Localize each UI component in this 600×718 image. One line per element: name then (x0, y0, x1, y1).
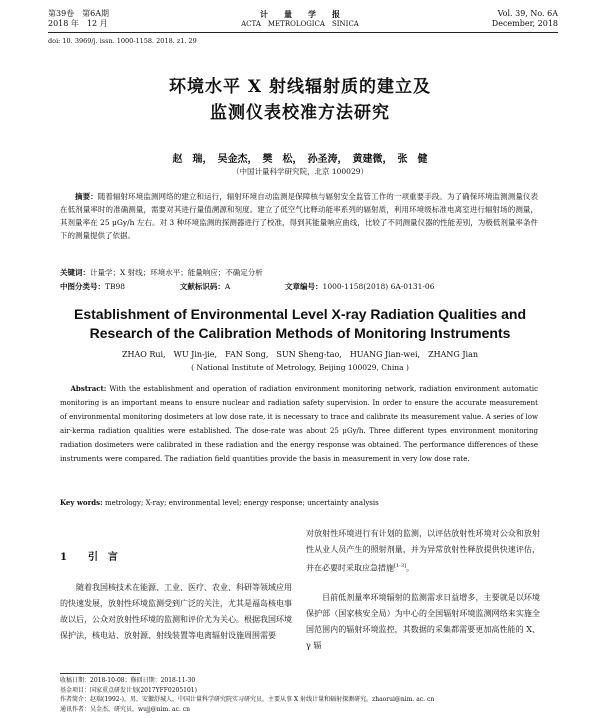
cn-keywords-label: 关键词： (60, 268, 90, 277)
footnote-fund: 基金项目：国家重点研发计划(2017YFF0205101) (60, 686, 197, 694)
section-number: 1 (60, 552, 67, 563)
header-rule (48, 32, 558, 33)
cn-keywords (60, 266, 263, 279)
citation-ref: [1-3] (394, 563, 406, 569)
en-authors: ZHAO Rui, WU Jin-jie, FAN Song, SUN Sheng-tao, HUANG Jian-wei, ZHANG Jian (121, 350, 479, 359)
header-date-cn: 2018 年 12 月 (48, 19, 108, 28)
footnotes (60, 676, 540, 714)
cn-abstract-text: 随着辐射环境监测网络的建立和运行，辐射环境自动监测是保障核与辐射安全监管工作的一项重要手段。为了确保环境监测测量仪表在低剂量率时的准确测量，需要对其进行量值溯源和刻度。建立了低空气比释动能率系列的辐射质，利用环境级标准电离室进行辐射场的测量，其剂量率在 25 μGy/h 左右。对 3 种环境监测的探测器进行了校准，得到其能量响应曲线，比较了不同测量仪器的性能差别，为极低剂量率条件下的测量提供了依据。 (60, 192, 539, 240)
header-journal-en: ACTA METROLOGICA SINICA (241, 20, 359, 28)
cn-abstract (60, 190, 538, 242)
cn-institution: （中国计量科学研究院，北京 100029） (231, 167, 368, 176)
doc-code-label: 文献标识码： (179, 282, 225, 291)
en-keywords (60, 496, 538, 510)
en-institution: ( National Institute of Metrology, Beijing 100029, China ) (191, 363, 409, 372)
en-keywords-label: Key words: (60, 498, 103, 507)
right-para1-end: 。 (405, 563, 414, 573)
header-volume-cn: 第39卷 第6A期 (48, 9, 110, 18)
section-title: 引 言 (87, 552, 118, 563)
footnote-rule (60, 673, 140, 674)
clc-value: TB98 (105, 282, 126, 291)
cn-title-line1: 环境水平 X 射线辐射质的建立及 (168, 77, 432, 97)
right-column-paragraph-2: 目前低剂量率环境辐射的监测需求日益增多，主要就是以环境保护部（国家核安全局）为中心的全国辐射环境监测网络来实施全国范围内的辐射环境监控，其数据的采集都需要更加高性能的 X、γ 辐 (306, 593, 540, 650)
en-keywords-text: metrology; X-ray; environmental level; energy response; uncertainty analysis (104, 499, 379, 507)
cn-title-line2: 监测仪表校准方法研究 (210, 103, 390, 123)
left-column-paragraph: 随着我国核技术在能源、工业、医疗、农业、科研等领域应用的快速发展，放射性环境监测受到广泛的关注，尤其是福岛核电事故以后，公众对放射性环境的监测和评价尤为关心。根据我国环境保护法，核电站、放射源、射线装置等电离辐射设施周围需要 (60, 583, 292, 640)
en-abstract (60, 382, 538, 466)
cn-keywords-text: 计量学；X 射线；环境水平；能量响应；不确定分析 (90, 268, 263, 277)
section-heading (60, 548, 118, 563)
right-column-paragraph-1 (306, 526, 540, 577)
en-abstract-label: Abstract: (70, 384, 107, 393)
header-journal-cn: 计 量 学 报 (260, 9, 340, 19)
right-para1-text: 对放射性环境进行有计划的监测，以评估放射性环境对公众和放射性从业人员产生的照射剂量，并为异常放射性释放提供快速评估，并在必要时采取应急措施 (306, 529, 540, 573)
cn-classification-line (60, 280, 540, 293)
en-abstract-text: With the establishment and operation of radiation environment monitoring network, radiation environment automatic monitoring is an important means to ensure nuclear and radiation safety supervision. In order to ensure the accurate measurement of environmental monitoring dosimeters at low dose rate, it is necessary to trace and calibrate its measurement value. A series of low air-kerma radiation qualities were established. The dose-rate was about 25 μGy/h. Three different types environment monitoring radiation dosimeters were calibrated in these radiation and the energy response was obtained. The performance differences of these instruments were compared. The radiation field quantities provide the basis in measurement in very low dose rate. (60, 385, 539, 463)
cn-authors: 赵 瑞， 吴金杰， 樊 松， 孙圣涛， 黄建微， 张 健 (172, 154, 428, 165)
footnote-received: 收稿日期：2018-10-08；修回日期：2018-11-30 (60, 677, 196, 684)
en-title-line2: Research of the Calibration Methods of Monitoring Instruments (89, 325, 511, 341)
en-title-line1: Establishment of Environmental Level X-ray Radiation Qualities and (74, 306, 526, 322)
footnote-author: 作者简介：赵瑞(1992-)，男，安徽舒城人，中国计量科学研究院实习研究员，主要从事 X 射线计量和辐射探测研究。zhaorui@nim. ac. cn (60, 696, 435, 703)
article-no-value: 1000-1158(2018) 6A-0131-06 (322, 282, 435, 291)
header-date-en: December, 2018 (491, 19, 558, 28)
article-no-label: 文章编号： (285, 282, 323, 291)
clc-label: 中图分类号： (60, 282, 105, 291)
header-volume-en: Vol. 39, No. 6A (497, 9, 558, 18)
doc-code-value: A (224, 282, 231, 291)
footnote-corresponding: 通讯作者：吴金杰，研究员，wujj@nim. ac. cn (60, 705, 190, 713)
doi: doi: 10. 3969/j. issn. 1000-1158. 2018. z1. 29 (48, 37, 197, 45)
cn-abstract-label: 摘要： (75, 192, 98, 201)
